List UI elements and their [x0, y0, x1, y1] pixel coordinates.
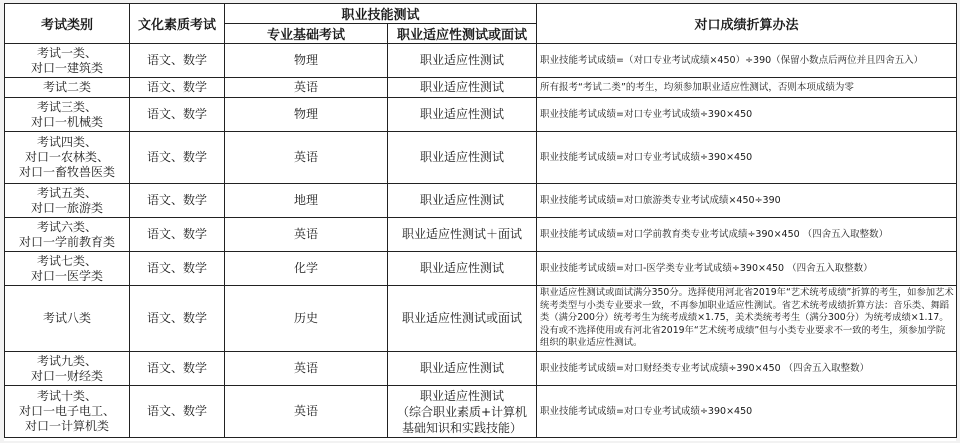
basic-cell: 英语 — [225, 386, 388, 438]
aptitude-cell: 职业适应性测试 — [388, 352, 537, 386]
conversion-cell: 职业技能考试成绩=对口专业考试成绩÷390×450 — [537, 98, 957, 132]
culture-cell: 语文、数学 — [130, 78, 225, 98]
culture-cell: 语文、数学 — [130, 184, 225, 218]
category-cell: 考试十类、 对口一电子电工、 对口一计算机类 — [5, 386, 130, 438]
category-cell: 考试一类、 对口一建筑类 — [5, 44, 130, 78]
header-category: 考试类别 — [5, 4, 130, 44]
category-cell: 考试九类、 对口一财经类 — [5, 352, 130, 386]
conversion-cell: 职业适应性测试或面试满分350分。选择使用河北省2019年“艺术统考成绩”折算的考生，如参加艺术统考类型与小类专业要求一致，不再参加职业适应性测试。省艺术统考成绩折算方法：音乐类、舞蹈类（满分200分）统考考生为统考成绩×1.75，美术类统考考生（满分300分）为统考成绩×1.17。没有或不选择使用或有河北省2019年“艺术统考成绩”但与小类专业要求不一致的考生，须参加学院组织的职业适应性测试。 — [537, 286, 957, 352]
conversion-cell: 所有报考“考试二类”的考生，均须参加职业适应性测试，否则本项成绩为零 — [537, 78, 957, 98]
conversion-cell: 职业技能考试成绩=对口专业考试成绩÷390×450 — [537, 132, 957, 184]
basic-cell: 英语 — [225, 78, 388, 98]
basic-cell: 物理 — [225, 98, 388, 132]
basic-cell: 物理 — [225, 44, 388, 78]
basic-cell: 历史 — [225, 286, 388, 352]
conversion-cell: 职业技能考试成绩=对口-医学类专业考试成绩÷390×450 （四舍五入取整数） — [537, 252, 957, 286]
table-row — [5, 252, 957, 286]
basic-cell: 化学 — [225, 252, 388, 286]
category-cell: 考试八类 — [5, 286, 130, 352]
conversion-cell: 职业技能考试成绩=对口专业考试成绩÷390×450 — [537, 386, 957, 438]
category-cell: 考试五类、 对口一旅游类 — [5, 184, 130, 218]
culture-cell: 语文、数学 — [130, 44, 225, 78]
culture-cell: 语文、数学 — [130, 132, 225, 184]
conversion-cell: 职业技能考试成绩=对口旅游类专业考试成绩×450÷390 — [537, 184, 957, 218]
aptitude-cell: 职业适应性测试 — [388, 132, 537, 184]
aptitude-cell: 职业适应性测试 — [388, 44, 537, 78]
basic-cell: 地理 — [225, 184, 388, 218]
header-professional-basic: 专业基础考试 — [225, 24, 388, 44]
table-row — [5, 386, 957, 438]
basic-cell: 英语 — [225, 352, 388, 386]
aptitude-cell: 职业适应性测试 （综合职业素质+计算机 基础知识和实践技能） — [388, 386, 537, 438]
aptitude-cell: 职业适应性测试或面试 — [388, 286, 537, 352]
culture-cell: 语文、数学 — [130, 352, 225, 386]
category-cell: 考试四类、 对口一农林类、 对口一畜牧兽医类 — [5, 132, 130, 184]
table-row — [5, 78, 957, 98]
aptitude-cell: 职业适应性测试 — [388, 98, 537, 132]
table-row — [5, 352, 957, 386]
conversion-cell: 职业技能考试成绩=对口财经类专业考试成绩÷390×450 （四舍五入取整数） — [537, 352, 957, 386]
culture-cell: 语文、数学 — [130, 386, 225, 438]
table-row — [5, 184, 957, 218]
basic-cell: 英语 — [225, 218, 388, 252]
header-vocational-test: 职业技能测试 — [225, 4, 537, 24]
culture-cell: 语文、数学 — [130, 286, 225, 352]
header-culture-exam: 文化素质考试 — [130, 4, 225, 44]
conversion-cell: 职业技能考试成绩=（对口专业考试成绩×450）÷390（保留小数点后两位并且四舍五入） — [537, 44, 957, 78]
header-conversion-method: 对口成绩折算办法 — [537, 4, 957, 44]
table-row — [5, 132, 957, 184]
category-cell: 考试七类、 对口一医学类 — [5, 252, 130, 286]
category-cell: 考试三类、 对口一机械类 — [5, 98, 130, 132]
culture-cell: 语文、数学 — [130, 252, 225, 286]
culture-cell: 语文、数学 — [130, 218, 225, 252]
category-cell: 考试六类、 对口一学前教育类 — [5, 218, 130, 252]
aptitude-cell: 职业适应性测试 — [388, 252, 537, 286]
culture-cell: 语文、数学 — [130, 98, 225, 132]
basic-cell: 英语 — [225, 132, 388, 184]
score-conversion-table — [4, 3, 957, 438]
table-row — [5, 286, 957, 352]
table-row — [5, 44, 957, 78]
aptitude-cell: 职业适应性测试＋面试 — [388, 218, 537, 252]
aptitude-cell: 职业适应性测试 — [388, 78, 537, 98]
conversion-cell: 职业技能考试成绩=对口学前教育类专业考试成绩÷390×450 （四舍五入取整数） — [537, 218, 957, 252]
table-row — [5, 98, 957, 132]
aptitude-cell: 职业适应性测试 — [388, 184, 537, 218]
score-table-container — [4, 3, 956, 441]
header-vocational-aptitude: 职业适应性测试或面试 — [388, 24, 537, 44]
table-row — [5, 218, 957, 252]
category-cell: 考试二类 — [5, 78, 130, 98]
